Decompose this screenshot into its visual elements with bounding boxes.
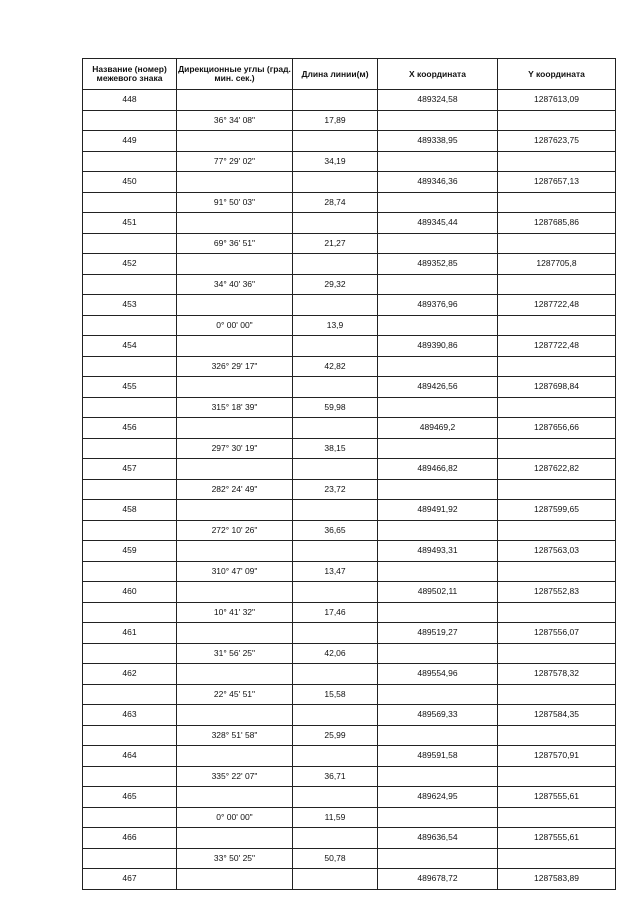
direction-angle: 272° 10' 26": [177, 520, 293, 541]
x-coordinate: 489493,31: [378, 541, 498, 562]
mark-empty: [83, 397, 177, 418]
length-empty: [293, 295, 378, 316]
y-coordinate: 1287698,84: [498, 377, 616, 398]
y-empty: [498, 356, 616, 377]
table-header-row: [83, 59, 616, 90]
line-length: 13,9: [293, 315, 378, 336]
direction-angle: 31° 56' 25": [177, 643, 293, 664]
mark-empty: [83, 233, 177, 254]
line-length: 42,82: [293, 356, 378, 377]
table-row-segment: [83, 151, 616, 172]
x-coordinate: 489390,86: [378, 336, 498, 357]
direction-angle: 33° 50' 25": [177, 848, 293, 869]
angle-empty: [177, 828, 293, 849]
length-empty: [293, 869, 378, 890]
x-coordinate: 489502,11: [378, 582, 498, 603]
length-empty: [293, 336, 378, 357]
length-empty: [293, 90, 378, 111]
x-empty: [378, 643, 498, 664]
x-empty: [378, 397, 498, 418]
x-coordinate: 489519,27: [378, 623, 498, 644]
x-coordinate: 489624,95: [378, 787, 498, 808]
length-empty: [293, 664, 378, 685]
table-row-point: [83, 582, 616, 603]
table-row-segment: [83, 356, 616, 377]
mark-number: 465: [83, 787, 177, 808]
y-empty: [498, 561, 616, 582]
angle-empty: [177, 541, 293, 562]
x-empty: [378, 684, 498, 705]
table-row-point: [83, 623, 616, 644]
angle-empty: [177, 664, 293, 685]
table-row-point: [83, 213, 616, 234]
direction-angle: 69° 36' 51": [177, 233, 293, 254]
line-length: 17,89: [293, 110, 378, 131]
table-row-point: [83, 664, 616, 685]
table-row-point: [83, 172, 616, 193]
y-coordinate: 1287555,61: [498, 828, 616, 849]
length-empty: [293, 582, 378, 603]
direction-angle: 36° 34' 08": [177, 110, 293, 131]
mark-number: 463: [83, 705, 177, 726]
y-empty: [498, 684, 616, 705]
table-row-segment: [83, 602, 616, 623]
angle-empty: [177, 213, 293, 234]
direction-angle: 328° 51' 58": [177, 725, 293, 746]
y-empty: [498, 848, 616, 869]
line-length: 15,58: [293, 684, 378, 705]
table-row-segment: [83, 520, 616, 541]
angle-empty: [177, 869, 293, 890]
line-length: 50,78: [293, 848, 378, 869]
direction-angle: 10° 41' 32": [177, 602, 293, 623]
direction-angle: 282° 24' 49": [177, 479, 293, 500]
line-length: 34,19: [293, 151, 378, 172]
mark-empty: [83, 520, 177, 541]
header-x-coordinate: X координата: [378, 59, 498, 90]
survey-sheet: [82, 58, 616, 890]
angle-empty: [177, 746, 293, 767]
table-row-segment: [83, 684, 616, 705]
x-empty: [378, 479, 498, 500]
direction-angle: 326° 29' 17": [177, 356, 293, 377]
mark-number: 450: [83, 172, 177, 193]
direction-angle: 77° 29' 02": [177, 151, 293, 172]
mark-empty: [83, 684, 177, 705]
y-coordinate: 1287556,07: [498, 623, 616, 644]
table-row-segment: [83, 274, 616, 295]
mark-number: 462: [83, 664, 177, 685]
mark-empty: [83, 848, 177, 869]
mark-empty: [83, 479, 177, 500]
y-empty: [498, 397, 616, 418]
y-coordinate: 1287705,8: [498, 254, 616, 275]
y-empty: [498, 807, 616, 828]
length-empty: [293, 254, 378, 275]
angle-empty: [177, 705, 293, 726]
x-empty: [378, 807, 498, 828]
x-empty: [378, 725, 498, 746]
table-row-segment: [83, 192, 616, 213]
mark-number: 467: [83, 869, 177, 890]
angle-empty: [177, 623, 293, 644]
mark-number: 451: [83, 213, 177, 234]
mark-number: 459: [83, 541, 177, 562]
length-empty: [293, 787, 378, 808]
table-row-segment: [83, 315, 616, 336]
line-length: 36,71: [293, 766, 378, 787]
line-length: 59,98: [293, 397, 378, 418]
x-coordinate: 489678,72: [378, 869, 498, 890]
direction-angle: 91° 50' 03": [177, 192, 293, 213]
length-empty: [293, 131, 378, 152]
x-empty: [378, 233, 498, 254]
x-coordinate: 489324,58: [378, 90, 498, 111]
length-empty: [293, 172, 378, 193]
y-empty: [498, 479, 616, 500]
x-coordinate: 489636,54: [378, 828, 498, 849]
mark-empty: [83, 766, 177, 787]
angle-empty: [177, 172, 293, 193]
mark-number: 461: [83, 623, 177, 644]
y-coordinate: 1287657,13: [498, 172, 616, 193]
x-empty: [378, 356, 498, 377]
x-empty: [378, 438, 498, 459]
line-length: 36,65: [293, 520, 378, 541]
y-coordinate: 1287722,48: [498, 295, 616, 316]
length-empty: [293, 377, 378, 398]
y-coordinate: 1287613,09: [498, 90, 616, 111]
table-row-segment: [83, 643, 616, 664]
line-length: 25,99: [293, 725, 378, 746]
x-coordinate: 489554,96: [378, 664, 498, 685]
angle-empty: [177, 418, 293, 439]
table-row-segment: [83, 110, 616, 131]
line-length: 13,47: [293, 561, 378, 582]
length-empty: [293, 418, 378, 439]
length-empty: [293, 500, 378, 521]
x-coordinate: 489352,85: [378, 254, 498, 275]
table-row-point: [83, 500, 616, 521]
header-y-coordinate: Y координата: [498, 59, 616, 90]
direction-angle: 297° 30' 19": [177, 438, 293, 459]
x-coordinate: 489426,56: [378, 377, 498, 398]
x-coordinate: 489469,2: [378, 418, 498, 439]
header-line-length: Длина линии(м): [293, 59, 378, 90]
mark-empty: [83, 315, 177, 336]
angle-empty: [177, 787, 293, 808]
mark-empty: [83, 561, 177, 582]
x-coordinate: 489346,36: [378, 172, 498, 193]
y-empty: [498, 110, 616, 131]
y-coordinate: 1287599,65: [498, 500, 616, 521]
x-coordinate: 489338,95: [378, 131, 498, 152]
mark-number: 454: [83, 336, 177, 357]
y-coordinate: 1287623,75: [498, 131, 616, 152]
x-empty: [378, 274, 498, 295]
y-coordinate: 1287685,86: [498, 213, 616, 234]
x-empty: [378, 561, 498, 582]
line-length: 23,72: [293, 479, 378, 500]
length-empty: [293, 541, 378, 562]
line-length: 17,46: [293, 602, 378, 623]
direction-angle: 335° 22' 07": [177, 766, 293, 787]
x-empty: [378, 192, 498, 213]
y-coordinate: 1287583,89: [498, 869, 616, 890]
x-coordinate: 489376,96: [378, 295, 498, 316]
mark-number: 458: [83, 500, 177, 521]
x-coordinate: 489569,33: [378, 705, 498, 726]
boundary-coordinates-table: [82, 58, 616, 890]
mark-number: 457: [83, 459, 177, 480]
direction-angle: 0° 00' 00": [177, 315, 293, 336]
y-coordinate: 1287622,82: [498, 459, 616, 480]
mark-number: 453: [83, 295, 177, 316]
x-coordinate: 489591,58: [378, 746, 498, 767]
mark-empty: [83, 151, 177, 172]
y-empty: [498, 725, 616, 746]
table-row-segment: [83, 479, 616, 500]
x-empty: [378, 520, 498, 541]
mark-empty: [83, 274, 177, 295]
table-row-segment: [83, 766, 616, 787]
angle-empty: [177, 582, 293, 603]
x-empty: [378, 766, 498, 787]
mark-number: 460: [83, 582, 177, 603]
y-empty: [498, 192, 616, 213]
table-row-point: [83, 828, 616, 849]
y-coordinate: 1287578,32: [498, 664, 616, 685]
header-direction-angle: Дирекционные углы (град. мин. сек.): [177, 59, 293, 90]
y-coordinate: 1287563,03: [498, 541, 616, 562]
y-empty: [498, 315, 616, 336]
direction-angle: 315° 18' 39": [177, 397, 293, 418]
mark-empty: [83, 725, 177, 746]
angle-empty: [177, 459, 293, 480]
table-row-point: [83, 869, 616, 890]
angle-empty: [177, 131, 293, 152]
x-empty: [378, 602, 498, 623]
table-row-point: [83, 377, 616, 398]
y-empty: [498, 151, 616, 172]
table-row-segment: [83, 848, 616, 869]
table-row-segment: [83, 561, 616, 582]
x-coordinate: 489491,92: [378, 500, 498, 521]
table-row-point: [83, 90, 616, 111]
y-empty: [498, 643, 616, 664]
mark-empty: [83, 807, 177, 828]
length-empty: [293, 459, 378, 480]
y-coordinate: 1287584,35: [498, 705, 616, 726]
length-empty: [293, 746, 378, 767]
y-coordinate: 1287656,66: [498, 418, 616, 439]
y-coordinate: 1287570,91: [498, 746, 616, 767]
table-row-segment: [83, 438, 616, 459]
y-empty: [498, 274, 616, 295]
y-empty: [498, 766, 616, 787]
table-row-point: [83, 336, 616, 357]
table-row-point: [83, 787, 616, 808]
y-empty: [498, 438, 616, 459]
length-empty: [293, 828, 378, 849]
table-row-point: [83, 459, 616, 480]
table-row-point: [83, 705, 616, 726]
line-length: 29,32: [293, 274, 378, 295]
line-length: 11,59: [293, 807, 378, 828]
angle-empty: [177, 295, 293, 316]
length-empty: [293, 623, 378, 644]
table-row-point: [83, 254, 616, 275]
table-row-point: [83, 746, 616, 767]
mark-number: 448: [83, 90, 177, 111]
mark-empty: [83, 110, 177, 131]
table-row-point: [83, 295, 616, 316]
mark-empty: [83, 602, 177, 623]
line-length: 42,06: [293, 643, 378, 664]
y-coordinate: 1287552,83: [498, 582, 616, 603]
x-empty: [378, 151, 498, 172]
mark-number: 455: [83, 377, 177, 398]
table-row-segment: [83, 807, 616, 828]
angle-empty: [177, 90, 293, 111]
x-coordinate: 489466,82: [378, 459, 498, 480]
mark-number: 456: [83, 418, 177, 439]
y-coordinate: 1287555,61: [498, 787, 616, 808]
direction-angle: 34° 40' 36": [177, 274, 293, 295]
x-empty: [378, 315, 498, 336]
direction-angle: 310° 47' 09": [177, 561, 293, 582]
x-coordinate: 489345,44: [378, 213, 498, 234]
mark-number: 466: [83, 828, 177, 849]
mark-empty: [83, 192, 177, 213]
x-empty: [378, 110, 498, 131]
table-row-segment: [83, 233, 616, 254]
line-length: 28,74: [293, 192, 378, 213]
angle-empty: [177, 500, 293, 521]
mark-empty: [83, 643, 177, 664]
table-row-point: [83, 418, 616, 439]
length-empty: [293, 213, 378, 234]
angle-empty: [177, 336, 293, 357]
y-empty: [498, 602, 616, 623]
table-row-segment: [83, 725, 616, 746]
mark-number: 452: [83, 254, 177, 275]
angle-empty: [177, 254, 293, 275]
direction-angle: 22° 45' 51": [177, 684, 293, 705]
table-row-point: [83, 131, 616, 152]
line-length: 21,27: [293, 233, 378, 254]
y-empty: [498, 233, 616, 254]
x-empty: [378, 848, 498, 869]
length-empty: [293, 705, 378, 726]
mark-number: 449: [83, 131, 177, 152]
mark-empty: [83, 438, 177, 459]
table-row-point: [83, 541, 616, 562]
line-length: 38,15: [293, 438, 378, 459]
direction-angle: 0° 00' 00": [177, 807, 293, 828]
table-row-segment: [83, 397, 616, 418]
mark-number: 464: [83, 746, 177, 767]
angle-empty: [177, 377, 293, 398]
y-empty: [498, 520, 616, 541]
header-mark-name: Название (номер) межевого знака: [83, 59, 177, 90]
y-coordinate: 1287722,48: [498, 336, 616, 357]
mark-empty: [83, 356, 177, 377]
